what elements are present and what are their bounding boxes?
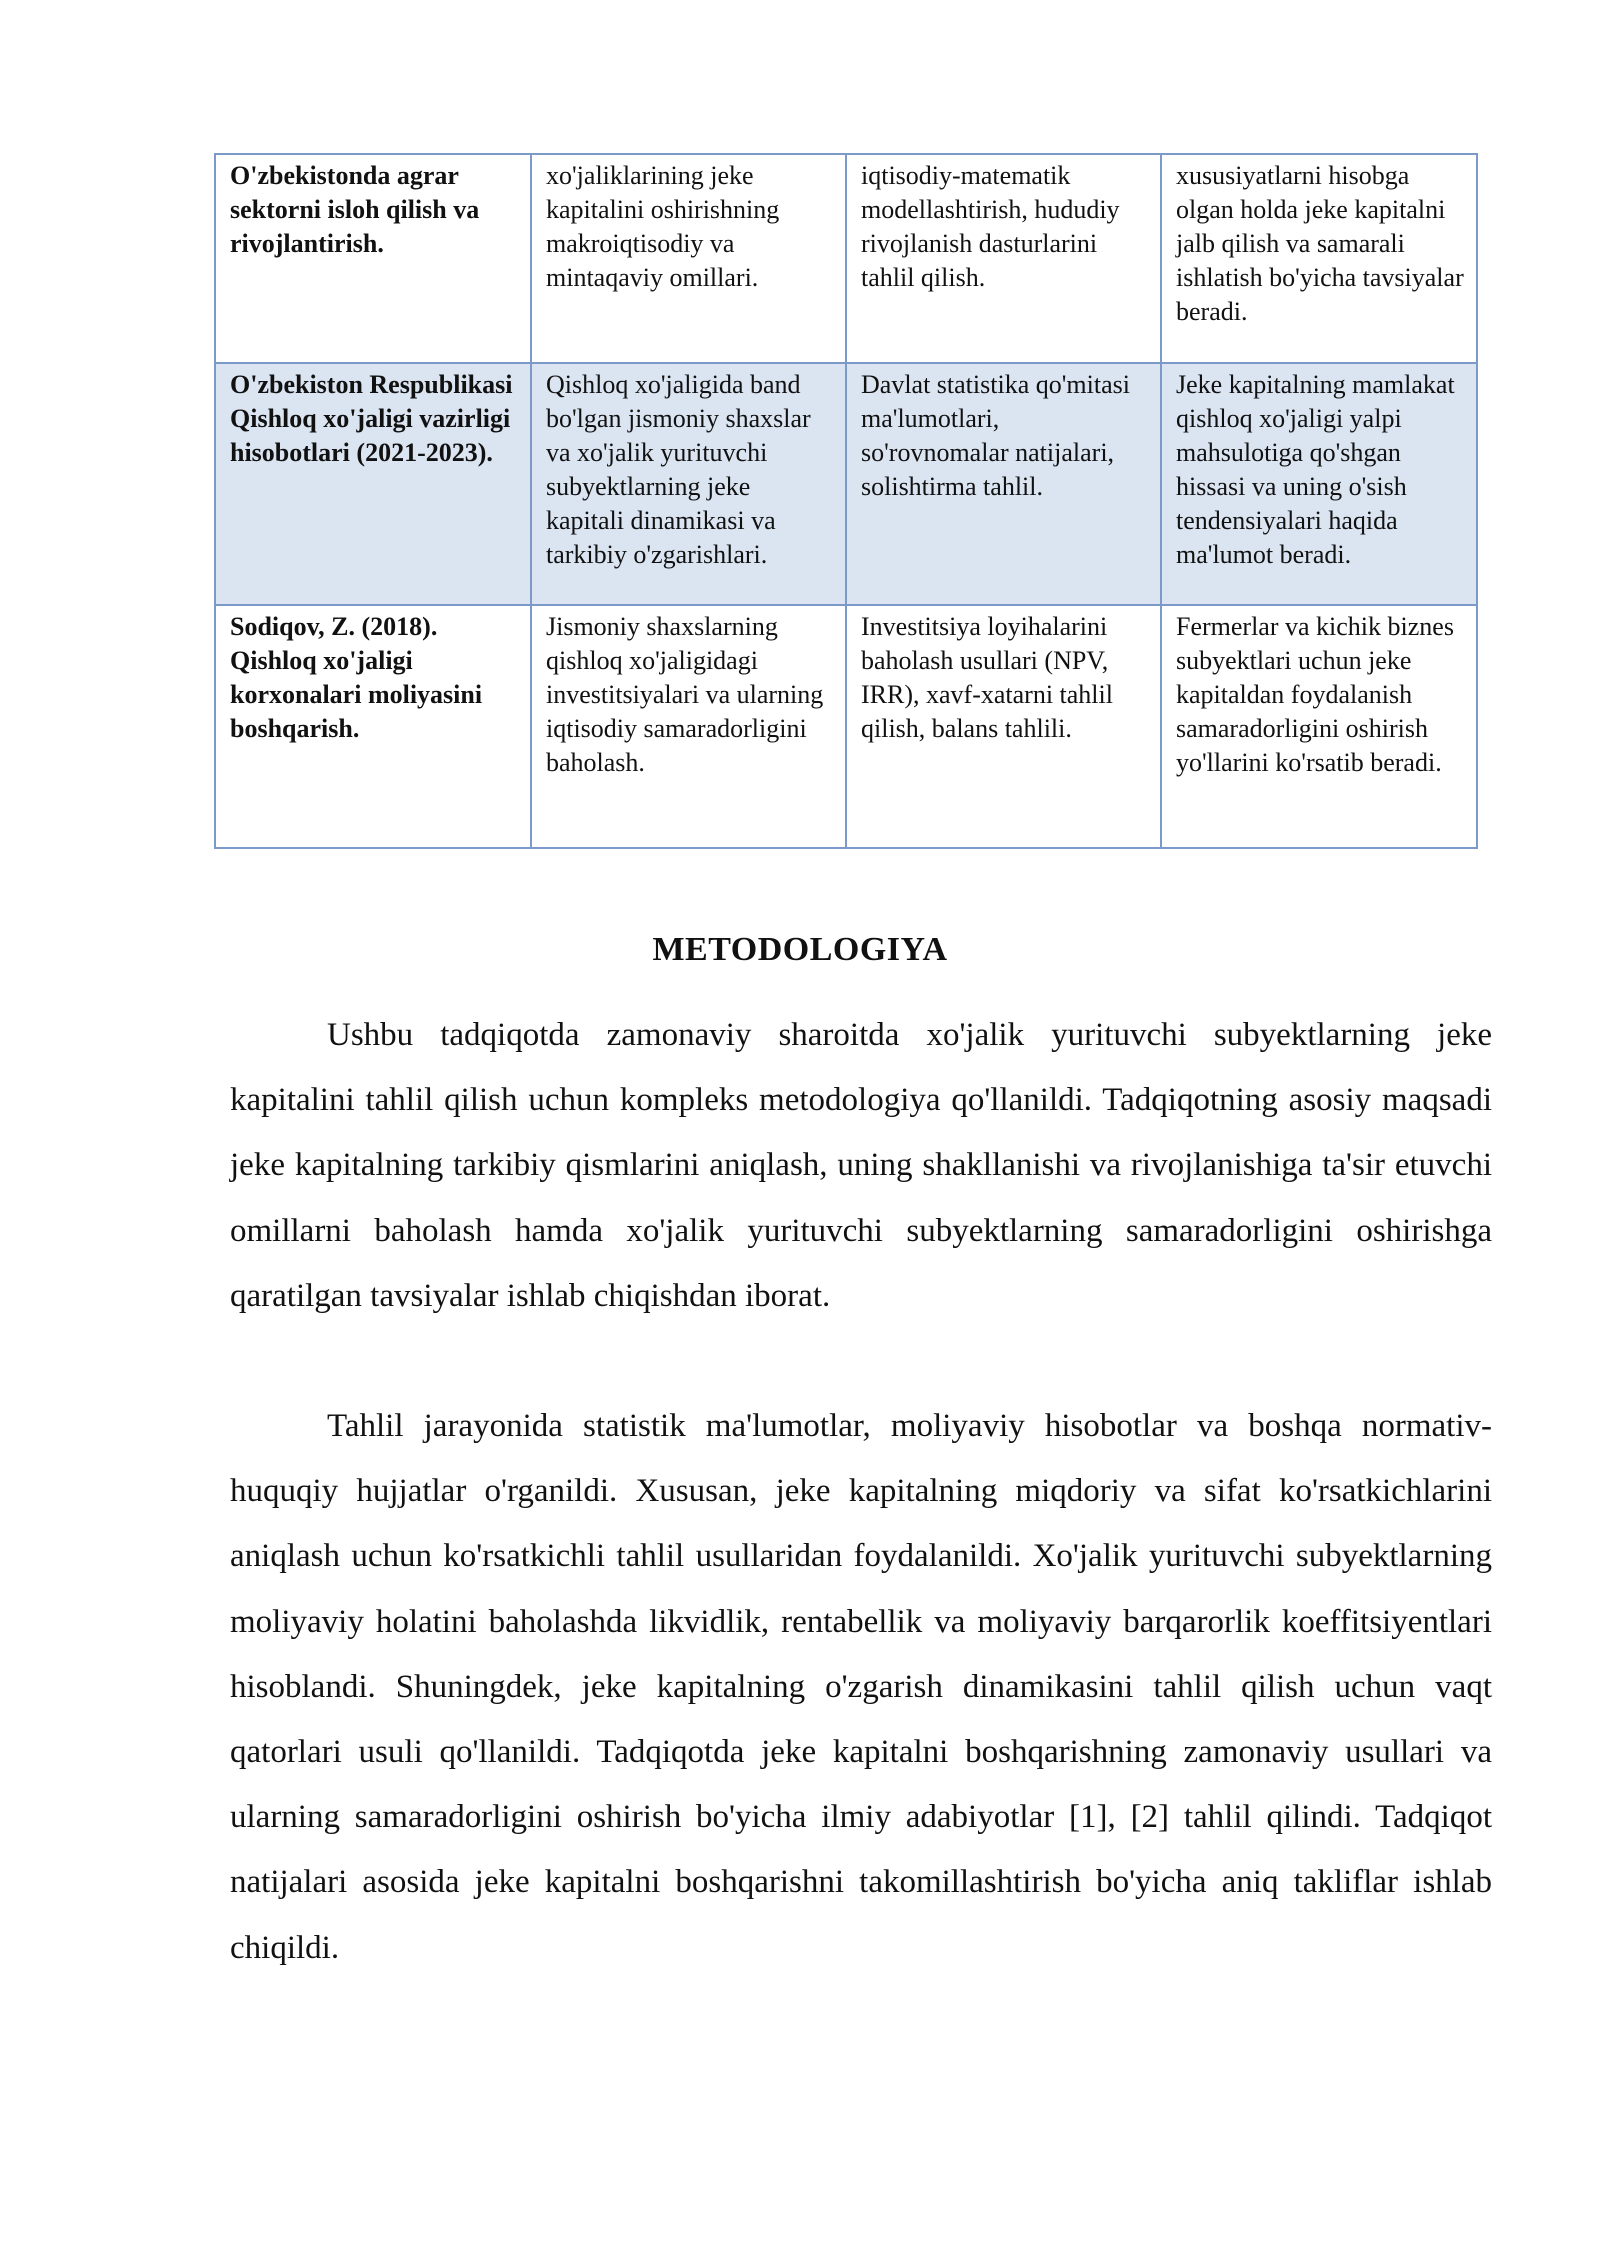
table-cell-result: Fermerlar va kichik biznes subyektlari uchun jeke kapitaldan foydalanish samaradorligini oshirish yo'llarini ko'rsatib beradi. [1161, 605, 1477, 848]
section-heading: METODOLOGIYA [652, 931, 948, 968]
table-cell-method: iqtisodiy-matematik modellashtirish, hududiy rivojlanish dasturlarini tahlil qilish. [846, 154, 1161, 363]
table-row [215, 363, 1477, 605]
table-cell-focus: xo'jaliklarining jeke kapitalini oshirishning makroiqtisodiy va mintaqaviy omillari. [531, 154, 846, 363]
table-cell-method: Investitsiya loyihalarini baholash usullari (NPV, IRR), xavf-xatarni tahlil qilish, balans tahlili. [846, 605, 1161, 848]
body-paragraph: Ushbu tadqiqotda zamonaviy sharoitda xo'jalik yurituvchi subyektlarning jeke kapitalini tahlil qilish uchun kompleks metodologiya qo'llanildi. Tadqiqotning asosiy maqsadi jeke kapitalning tarkibiy qismlarini aniqlash, uning shakllanishi va rivojlanishiga ta'sir etuvchi omillarni baholash hamda xo'jalik yurituvchi subyektlarning samaradorligini oshirishga qaratilgan tavsiyalar ishlab chiqishdan iborat. [230, 1017, 1492, 1314]
literature-review-table [214, 153, 1478, 849]
table-cell-source: O'zbekiston Respublikasi Qishloq xo'jaligi vazirligi hisobotlari (2021-2023). [215, 363, 531, 605]
table-row [215, 605, 1477, 848]
table-cell-focus: Qishloq xo'jaligida band bo'lgan jismoniy shaxslar va xo'jalik yurituvchi subyektlarning jeke kapitali dinamikasi va tarkibiy o'zgarishlari. [531, 363, 846, 605]
table-cell-result: xususiyatlarni hisobga olgan holda jeke kapitalni jalb qilish va samarali ishlatish bo'yicha tavsiyalar beradi. [1161, 154, 1477, 363]
table-cell-method: Davlat statistika qo'mitasi ma'lumotlari, so'rovnomalar natijalari, solishtirma tahlil. [846, 363, 1161, 605]
table-cell-source: O'zbekistonda agrar sektorni isloh qilish va rivojlantirish. [215, 154, 531, 363]
table-cell-result: Jeke kapitalning mamlakat qishloq xo'jaligi yalpi mahsulotiga qo'shgan hissasi va uning o'sish tendensiyalari haqida ma'lumot beradi. [1161, 363, 1477, 605]
table-cell-focus: Jismoniy shaxslarning qishloq xo'jaligidagi investitsiyalari va ularning iqtisodiy samaradorligini baholash. [531, 605, 846, 848]
table-cell-source: Sodiqov, Z. (2018). Qishloq xo'jaligi korxonalari moliyasini boshqarish. [215, 605, 531, 848]
body-paragraph: Tahlil jarayonida statistik ma'lumotlar, moliyaviy hisobotlar va boshqa normativ-huquqiy hujjatlar o'rganildi. Xususan, jeke kapitalning miqdoriy va sifat ko'rsatkichlarini aniqlash uchun ko'rsatkichli tahlil usullaridan foydalanildi. Xo'jalik yurituvchi subyektlarning moliyaviy holatini baholashda likvidlik, rentabellik va moliyaviy barqarorlik koeffitsiyentlari hisoblandi. Shuningdek, jeke kapitalning o'zgarish dinamikasini tahlil qilish uchun vaqt qatorlari usuli qo'llanildi. Tadqiqotda jeke kapitalni boshqarishning zamonaviy usullari va ularning samaradorligini oshirish bo'yicha ilmiy adabiyotlar [1], [2] tahlil qilindi. Tadqiqot natijalari asosida jeke kapitalni boshqarishni takomillashtirish bo'yicha aniq takliflar ishlab chiqildi. [230, 1408, 1492, 1966]
table-row [215, 154, 1477, 363]
